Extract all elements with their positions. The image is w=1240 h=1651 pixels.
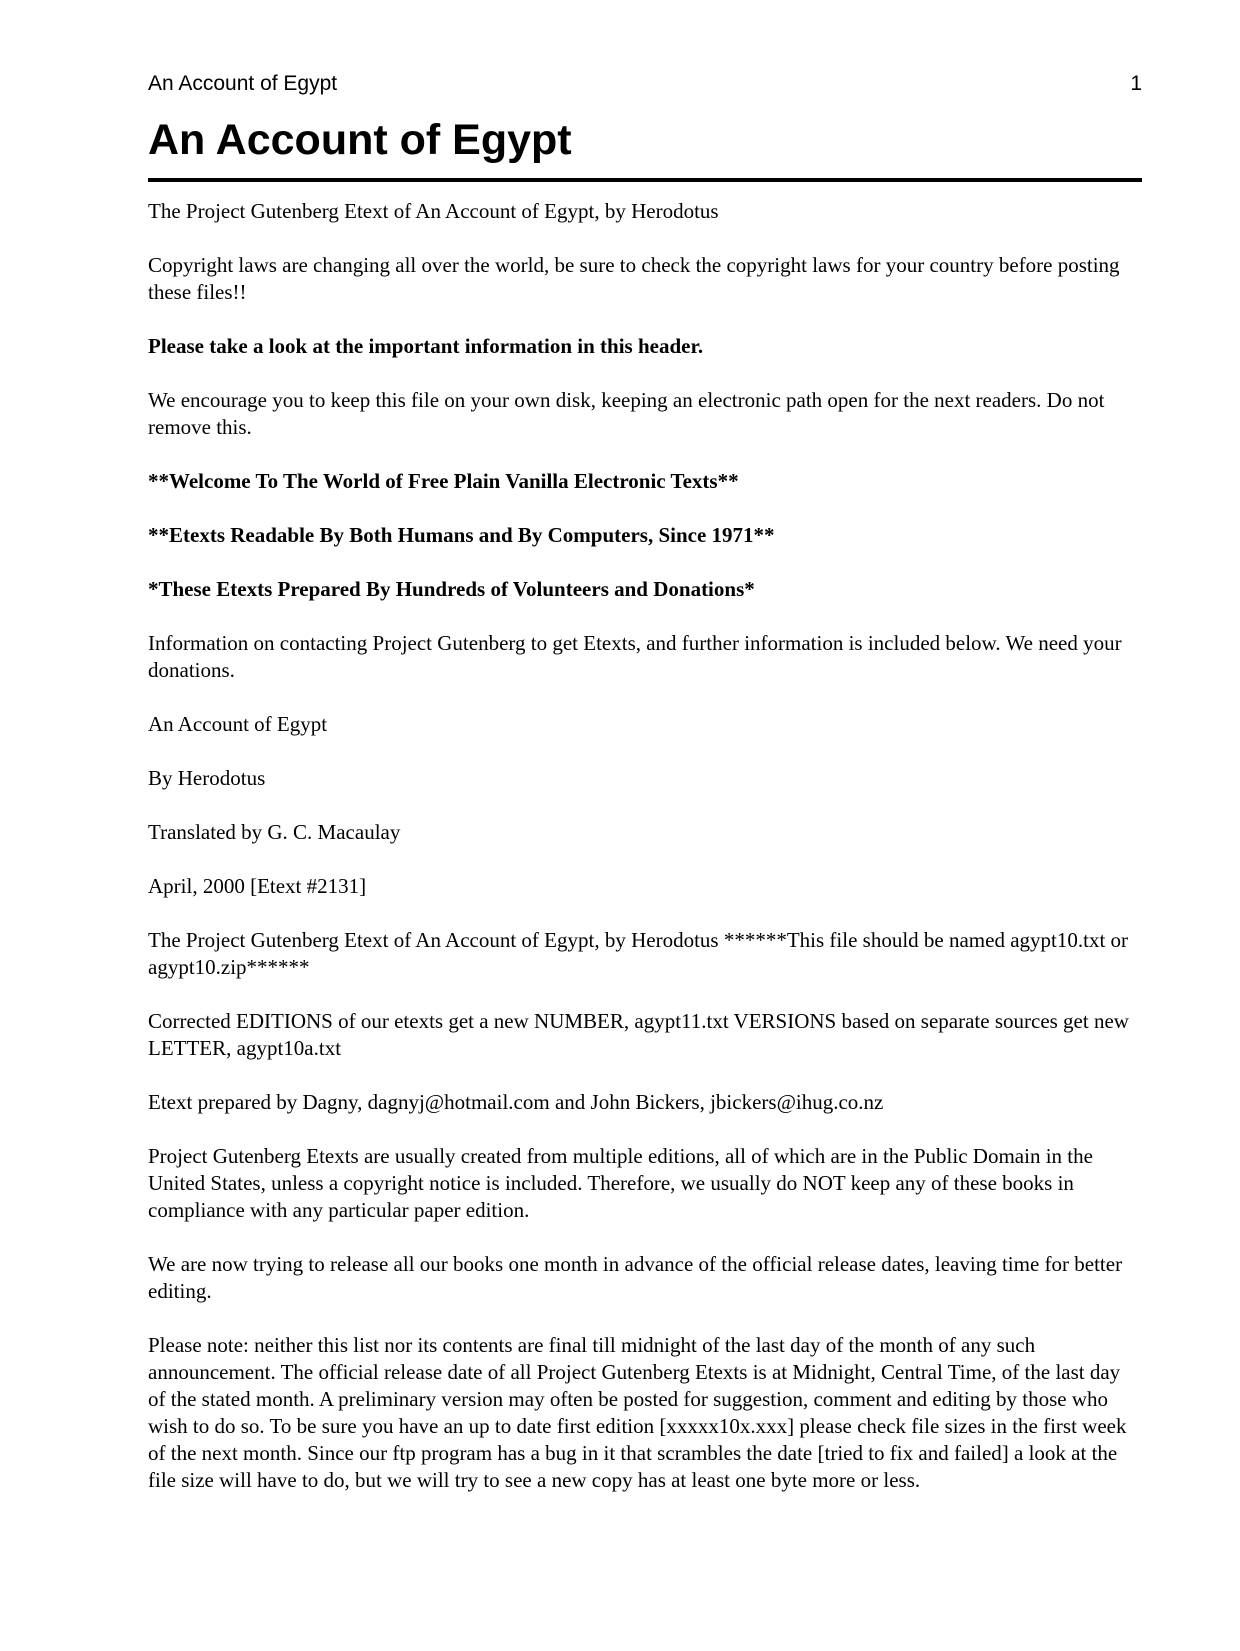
paragraph-volunteers: *These Etexts Prepared By Hundreds of Volunteers and Donations* bbox=[148, 577, 755, 601]
paragraph-welcome: **Welcome To The World of Free Plain Vanilla Electronic Texts** bbox=[148, 469, 739, 493]
paragraph-file-name: The Project Gutenberg Etext of An Account of Egypt, by Herodotus ******This file should be named agypt10.txt or agypt10.zip****** bbox=[148, 928, 1129, 979]
running-header-title: An Account of Egypt bbox=[148, 72, 338, 95]
paragraph-date: April, 2000 [Etext #2131] bbox=[148, 874, 367, 898]
paragraph-keep-file: We encourage you to keep this file on your own disk, keeping an electronic path open for the next readers. Do not remove this. bbox=[148, 388, 1105, 439]
running-header bbox=[148, 72, 1142, 96]
paragraph-copyright-notice: Copyright laws are changing all over the world, be sure to check the copyright laws for your country before posting these files!! bbox=[148, 253, 1120, 304]
paragraph-public-domain: Project Gutenberg Etexts are usually created from multiple editions, all of which are in the Public Domain in the United States, unless a copyright notice is included. Therefore, we usually do NOT keep any of these books in compliance with any particular paper edition. bbox=[148, 1144, 1093, 1222]
paragraph-please-note: Please note: neither this list nor its contents are final till midnight of the last day of the month of any such announcement. The official release date of all Project Gutenberg Etexts is at Midnight, Central Time, of the last day of the stated month. A preliminary version may often be posted for suggestion, comment and editing by those who wish to do so. To be sure you have an up to date first edition [xxxxx10x.xxx] please check file sizes in the first week of the next month. Since our ftp program has a bug in it that scrambles the date [tried to fix and failed] a look at the file size will have to do, but we will try to see a new copy has at least one byte more or less. bbox=[148, 1333, 1127, 1492]
paragraph-release-schedule: We are now trying to release all our books one month in advance of the official release dates, leaving time for better editing. bbox=[148, 1252, 1123, 1303]
paragraph-contact-info: Information on contacting Project Gutenberg to get Etexts, and further information is included below. We need your donations. bbox=[148, 631, 1122, 682]
paragraph-prepared-by: Etext prepared by Dagny, dagnyj@hotmail.com and John Bickers, jbickers@ihug.co.nz bbox=[148, 1090, 884, 1114]
paragraph-header-notice: Please take a look at the important information in this header. bbox=[148, 334, 704, 358]
paragraph-editions: Corrected EDITIONS of our etexts get a new NUMBER, agypt11.txt VERSIONS based on separate sources get new LETTER, agypt10a.txt bbox=[148, 1009, 1129, 1060]
document-body bbox=[148, 198, 1142, 1494]
document-title: An Account of Egypt bbox=[148, 114, 1142, 182]
document-page bbox=[148, 72, 1142, 1521]
paragraph-translator: Translated by G. C. Macaulay bbox=[148, 820, 401, 844]
paragraph-book-title: An Account of Egypt bbox=[148, 712, 328, 736]
paragraph-etext-intro: The Project Gutenberg Etext of An Account of Egypt, by Herodotus bbox=[148, 199, 719, 223]
page-number: 1 bbox=[1130, 72, 1142, 95]
paragraph-readable: **Etexts Readable By Both Humans and By Computers, Since 1971** bbox=[148, 523, 775, 547]
paragraph-author: By Herodotus bbox=[148, 766, 266, 790]
